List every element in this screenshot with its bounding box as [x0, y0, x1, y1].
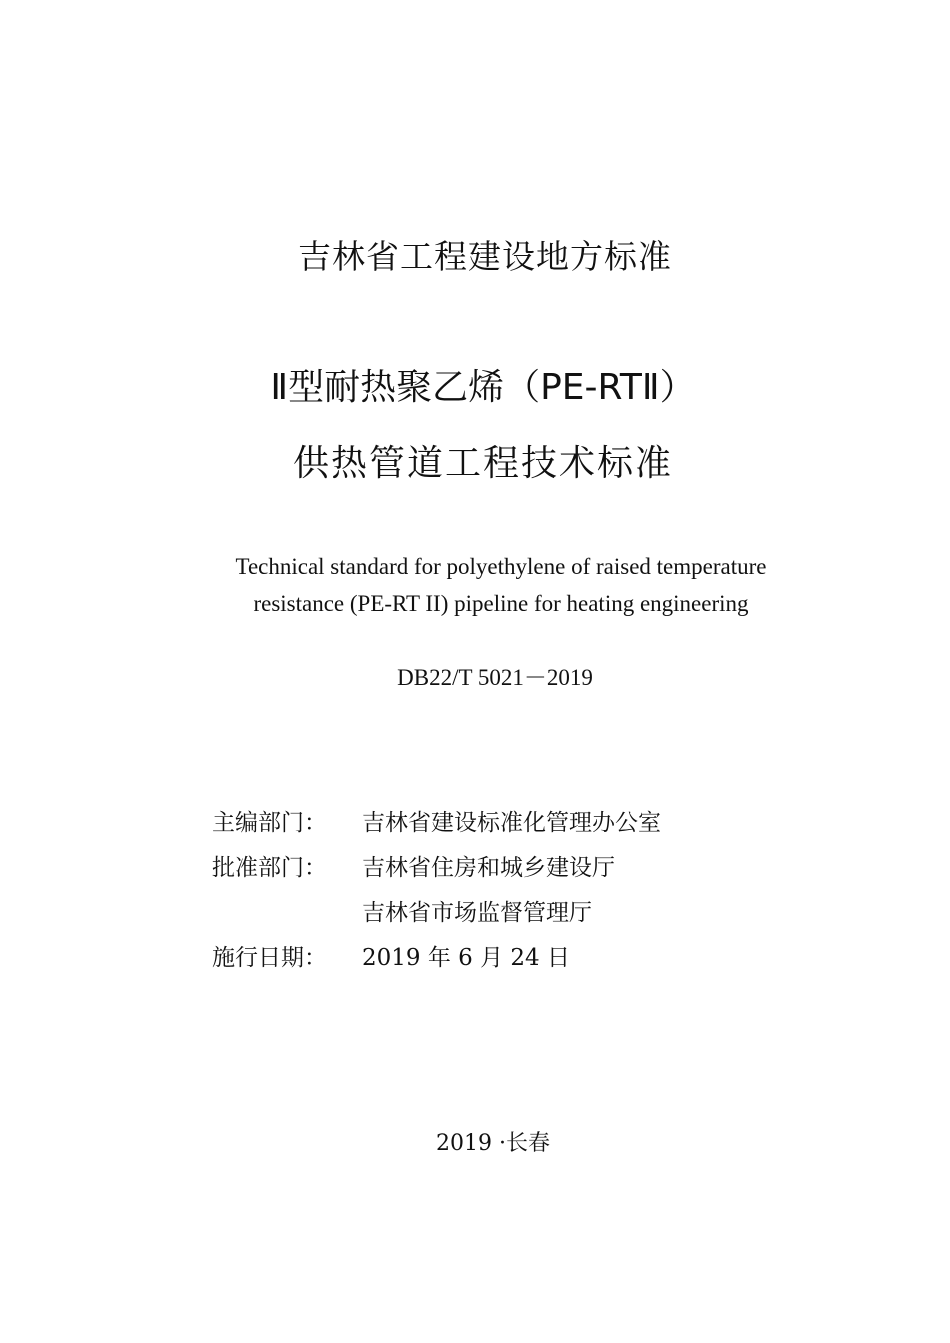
document-title-line-2: 供热管道工程技术标准	[292, 443, 673, 484]
info-row-editor	[212, 801, 832, 846]
series-title: 吉林省工程建设地方标准	[298, 237, 672, 276]
approver-value-1: 吉林省住房和城乡建设厅	[362, 855, 615, 881]
info-row-effective	[212, 936, 832, 981]
effective-value: 2019 年 6 月 24 日	[362, 945, 570, 971]
approver-label-spacer	[212, 891, 362, 936]
publication-info	[212, 801, 832, 981]
info-row-approver	[212, 846, 832, 891]
approver-value-2: 吉林省市场监督管理厅	[362, 900, 592, 926]
editor-value: 吉林省建设标准化管理办公室	[362, 810, 661, 836]
document-title-line-1: Ⅱ型耐热聚乙烯（PE-RTⅡ）	[270, 367, 696, 408]
publication-place-year: 2019 ·长春	[436, 1131, 550, 1156]
editor-label: 主编部门：	[212, 810, 327, 836]
info-row-approver-2	[212, 891, 832, 936]
effective-label: 施行日期：	[212, 945, 327, 971]
approver-label: 批准部门：	[212, 855, 327, 881]
standard-code: DB22/T 5021－2019	[397, 665, 593, 690]
english-title-line-1: Technical standard for polyethylene of raised temperature	[235, 554, 767, 579]
english-title-line-2: resistance (PE-RT II) pipeline for heating engineering	[253, 591, 749, 616]
english-title	[26, 548, 950, 622]
